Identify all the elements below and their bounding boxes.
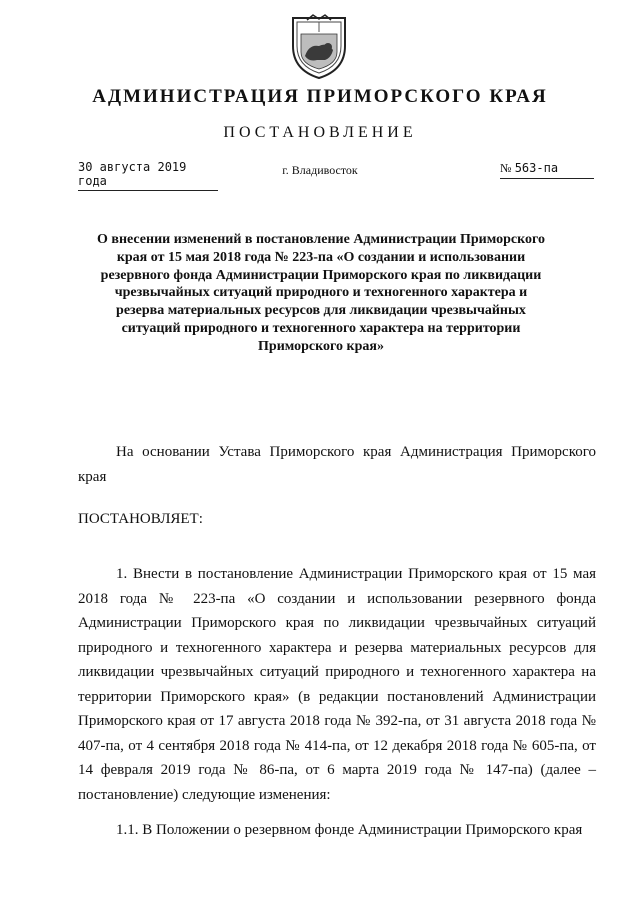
document-number <box>500 160 594 179</box>
number-label: № <box>500 161 512 175</box>
organization-title: АДМИНИСТРАЦИЯ ПРИМОРСКОГО КРАЯ <box>92 86 548 107</box>
decree-word: ПОСТАНОВЛЯЕТ: <box>78 511 203 527</box>
coat-of-arms-icon <box>287 12 351 80</box>
document-date: 30 августа 2019 года <box>78 160 218 191</box>
number-value: 563-па <box>514 161 559 175</box>
document-title: О внесении изменений в постановление Администрации Приморского края от 15 мая 2018 года № 223-па «О создании и использовании резервного фонда Администрации Приморского края по ликвидации чрезвычайных ситуаций природного и техногенного характера и резерва материальных ресурсов для ликвидации чрезвычайных ситуаций природного и техногенного характера на территории Приморского края» <box>97 232 545 354</box>
document-city: г. Владивосток <box>282 163 358 177</box>
item-1-1-paragraph: 1.1. В Положении о резервном фонде Администрации Приморского края <box>116 822 583 838</box>
document-type: ПОСТАНОВЛЕНИЕ <box>223 124 417 141</box>
preamble-paragraph: На основании Устава Приморского края Администрация Приморского края <box>78 444 596 485</box>
item-1-paragraph: 1. Внести в постановление Администрации Приморского края от 15 мая 2018 года № 223-па «О создании и использовании резервного фонда Администрации Приморского края по ликвидации чрезвычайных ситуаций природного и техногенного характера и резерва материальных ресурсов для ликвидации чрезвычайных ситуаций природного и техногенного характера на территории Приморского края» (в редакции постановлений Администрации Приморского края от 17 августа 2018 года № 392-па, от 31 августа 2018 года № 407-па, от 4 сентября 2018 года № 414-па, от 12 декабря 2018 года № 605-па, от 14 февраля 2019 года № 86-па, от 6 марта 2019 года № 147-па) (далее – постановление) следующие изменения: <box>78 566 596 803</box>
